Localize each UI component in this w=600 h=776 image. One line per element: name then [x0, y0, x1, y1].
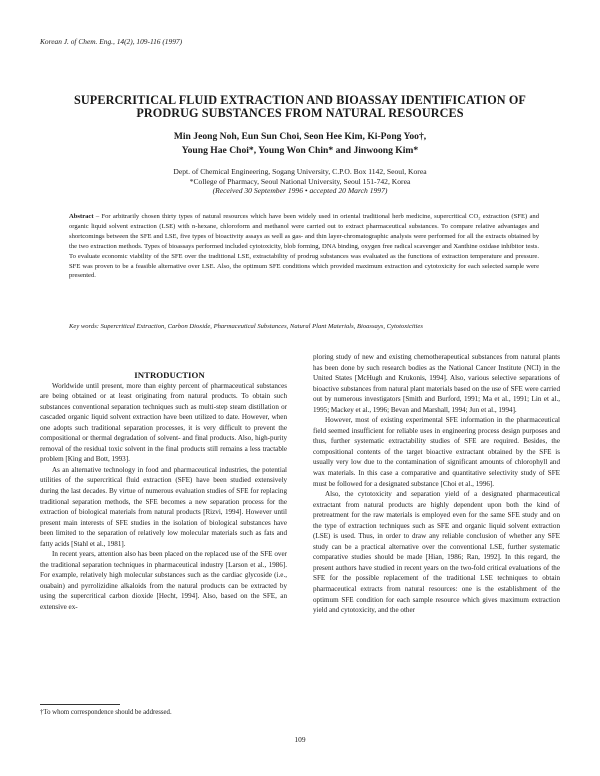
- page-number: 109: [294, 735, 306, 744]
- paragraph: In recent years, attention also has been placed on the replaced use of the SFE over the traditional separation techniques in pharmaceutical industry [Larson et al., 1986]. For example, relatively high molecular substances such as the cardiac glycoside (i.e., ouabain) and pyrrolizidine alkaloids from the natural products can be extracted by using the supercritical carbon dioxide [Hecht, 1994]. Also, based on the SFE, an extensive ex-: [40, 550, 287, 612]
- footnote-rule: [40, 704, 120, 705]
- paragraph: Also, the cytotoxicity and separation yield of a designated pharmaceutical extractant from natural products are highly dependent upon both the kind of pretreatment for the raw materials is employed even for the same SFE study and on the type of extraction techniques such as SFE and organic liquid solvent extraction (LSE) is used. Thus, in order to draw any reliable conclusion of whether any SFE study can be a practical alternative over the conventional LSE, further systematic comparative studies should be made [Hian, 1986; Ran, 1992]. In this regard, the present authors have studied in recent years on the two-fold critical evaluations of the SFE for the possible replacement of the traditional LSE techniques to obtain pharmaceutical extracts from natural resources: one is the establishment of the optimum SFE condition for each sample resource which gives maximum extraction yield and cytotoxicity, and the other: [313, 490, 560, 615]
- abstract-label: Abstract: [69, 213, 94, 220]
- paper-title-line-2: PRODRUG SUBSTANCES FROM NATURAL RESOURCES: [136, 106, 464, 120]
- affiliation-1: Dept. of Chemical Engineering, Sogang University, C.P.O. Box 1142, Seoul, Korea: [173, 167, 427, 176]
- abstract-text: – For arbitrarily chosen thirty types of natural resources which have been widely used in oriental traditional herb medicine, supercritical CO₂ extraction (SFE) and organic liquid solvent extraction (LSE) with n-hexane, chloroform and methanol were carried out to extract pharmaceutical substances. To compare relative advantages and shortcomings between the SFE and LSE, five types of bioactivity assays as well as gas- and thin layer-chromatographic analysis were performed for all the extracts obtained by the two extraction methods. Types of bioassays performed included cytotoxicity, blob forming, DNA binding, oxygen free radical scavenger and Xanthine oxidase inhibitor tests. To evaluate economic viability of the SFE over the traditional LSE, extractability of prodrug substances was evaluated as the functions of extraction temperature and pressure. SFE was proven to be a feasible alternative over LSE. Also, the optimum SFE conditions which provided maximum extraction and cytotoxicity for each selected sample were presented.: [69, 213, 539, 280]
- paragraph: ploring study of new and existing chemotherapeutical substances from natural plants has been done by such research bodies as the National Cancer Institute (NCI) in the United States [McHugh and Krukonis, 1994]. Also, various selective separations of bioactive substances from natural plant materials based on the use of SFE were carried out by numerous investigators [Smith and Burford, 1991; Ma et al., 1991; Lin et al., 1995; Mackey et al., 1996; Bevan and Marshall, 1994; Jun et al., 1994].: [313, 353, 560, 414]
- paragraph: As an alternative technology in food and pharmaceutical industries, the potential utilities of the supercritical fluid extraction (SFE) have been studied extensively during the last decades. By virtue of numerous evaluation studies of SFE for replacing traditional separation methods, the SFE becomes a new separation process for the extraction of biological materials from natural products [Rizvi, 1994]. However until present main interests of SFE studies in the isolation of biological substances have been limited to the separation of relatively low molecular materials such as fats and fatty acids [Stahl et al., 1981].: [40, 465, 287, 548]
- keywords: [69, 322, 539, 332]
- author-line-2: Young Hae Choi*, Young Won Chin* and Jinwoong Kim*: [181, 145, 419, 156]
- paragraph: Worldwide until present, more than eighty percent of pharmaceutical substances are being obtained or at least originating from natural products. To obtain such substances conventional separation techniques such as multi-step steam distillation or cascaded organic liquid solvent extraction have been utilized to date. However, when one adopts such traditional separation processes, it is very difficult to prevent the compositional or thermal degradation of solvent- and final products. Also, high-purity removal of the residual toxic solvent in the final products still remains a less tractable problem [King and Bott, 1993].: [40, 381, 287, 464]
- affiliation-2: *College of Pharmacy, Seoul National University, Seoul 151-742, Korea: [189, 177, 411, 186]
- keywords-label: Key words:: [69, 323, 99, 330]
- introduction-heading: INTRODUCTION: [134, 370, 205, 380]
- paper-title-line-1: SUPERCRITICAL FLUID EXTRACTION AND BIOASSAY IDENTIFICATION OF: [74, 93, 526, 107]
- paragraph: However, most of existing experimental SFE information in the pharmaceutical field seemed insufficient for reliable uses in engineering process design purposes and thus, further systematic extractability studies of SFE are required. Besides, the compositional contents of the target bioactive extractant obtained by the SFE is usually very low due to the contamination of significant amounts of chlorophyll and wax materials. In this case a comparative and quantitative selectivity study of SFE must be followed for a designated substance [Choi et al., 1996].: [313, 416, 560, 488]
- left-column: [40, 370, 287, 613]
- received-dates: (Received 30 September 1996 • accepted 20 March 1997): [212, 186, 388, 195]
- abstract: [69, 212, 539, 281]
- author-line-1: Min Jeong Noh, Eun Sun Choi, Seon Hee Kim, Ki-Pong Yoo†,: [173, 131, 427, 142]
- right-column: [313, 352, 560, 616]
- keywords-text: Supercritical Extraction, Carbon Dioxide, Pharmaceutical Substances, Natural Plant Materials, Bioassays, Cytotoxicities: [98, 323, 423, 330]
- journal-citation: Korean J. of Chem. Eng., 14(2), 109-116 (1997): [40, 37, 183, 46]
- footnote: †To whom correspondence should be addressed.: [40, 709, 172, 716]
